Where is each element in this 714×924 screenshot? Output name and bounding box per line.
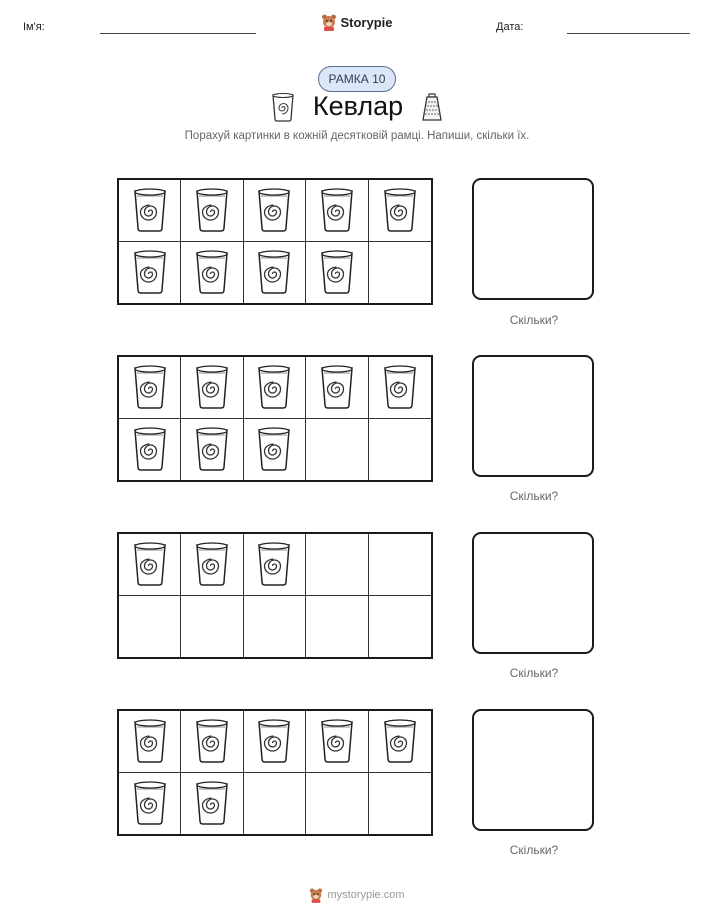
- frame-cell: [181, 534, 243, 596]
- kevlar-cup-icon: [195, 249, 229, 295]
- frame-cell: [119, 242, 181, 304]
- kevlar-cup-icon: [133, 249, 167, 295]
- frame-cell: [181, 357, 243, 419]
- frame-cell: [244, 180, 306, 242]
- ten-frame: [117, 709, 433, 836]
- kevlar-cup-icon: [383, 364, 417, 410]
- frame-cell: [306, 596, 368, 658]
- kevlar-cup-icon: [257, 426, 291, 472]
- ten-frame: [117, 355, 433, 482]
- brand-name: Storypie: [340, 14, 393, 30]
- instructions: Порахуй картинки в кожній десятковій рамці. Напиши, скільки їх.: [184, 130, 530, 142]
- kevlar-cup-icon: [195, 426, 229, 472]
- kevlar-cup-icon: [257, 364, 291, 410]
- frame-cell: [369, 596, 431, 658]
- frame-cell: [119, 419, 181, 481]
- answer-box[interactable]: [472, 355, 594, 477]
- kevlar-cup-icon: [257, 187, 291, 233]
- frame-cell: [306, 419, 368, 481]
- frame-cell: [181, 596, 243, 658]
- storypie-bear-icon: [321, 13, 337, 31]
- frame-cell: [244, 534, 306, 596]
- frame-cell: [181, 180, 243, 242]
- kevlar-cup-icon: [257, 249, 291, 295]
- brand-logo: [0, 13, 714, 31]
- frame-cell: [181, 773, 243, 835]
- frame-cell: [244, 773, 306, 835]
- kevlar-cup-icon: [257, 541, 291, 587]
- frame-cell: [244, 357, 306, 419]
- frame-cell: [244, 711, 306, 773]
- kevlar-cup-icon: [195, 780, 229, 826]
- frame-cell: [244, 242, 306, 304]
- frame-cell: [369, 419, 431, 481]
- answer-box[interactable]: [472, 709, 594, 831]
- kevlar-cup-icon: [133, 718, 167, 764]
- page-title: Кевлар: [312, 91, 404, 121]
- frame-cell: [244, 419, 306, 481]
- name-line[interactable]: [100, 33, 256, 34]
- frame-cell: [306, 242, 368, 304]
- kevlar-cup-icon: [133, 426, 167, 472]
- frame-cell: [369, 534, 431, 596]
- frame-cell: [369, 711, 431, 773]
- frame-cell: [119, 596, 181, 658]
- frame-cell: [119, 711, 181, 773]
- frame-badge: РАМКА 10: [318, 66, 397, 92]
- frame-cell: [369, 773, 431, 835]
- ten-frame: [117, 178, 433, 305]
- kevlar-cup-icon: [383, 718, 417, 764]
- kevlar-cup-icon: [383, 187, 417, 233]
- answer-label: Скільки?: [509, 313, 559, 327]
- kevlar-cup-icon: [133, 541, 167, 587]
- kevlar-cup-icon: [195, 364, 229, 410]
- date-line[interactable]: [567, 33, 690, 34]
- footer: [0, 887, 714, 903]
- date-label: Дата:: [496, 21, 524, 33]
- frame-cell: [369, 357, 431, 419]
- answer-box[interactable]: [472, 178, 594, 300]
- ten-frame: [117, 532, 433, 659]
- answer-label: Скільки?: [509, 843, 559, 857]
- frame-cell: [119, 180, 181, 242]
- name-label: Ім'я:: [23, 21, 45, 33]
- kevlar-cup-icon: [320, 364, 354, 410]
- frame-cell: [119, 534, 181, 596]
- kevlar-cup-icon: [195, 541, 229, 587]
- frame-cell: [181, 419, 243, 481]
- kevlar-cup-icon: [133, 364, 167, 410]
- frame-cell: [181, 242, 243, 304]
- frame-cell: [306, 534, 368, 596]
- kevlar-cup-icon: [320, 187, 354, 233]
- answer-box[interactable]: [472, 532, 594, 654]
- answer-label: Скільки?: [509, 489, 559, 503]
- frame-cell: [306, 711, 368, 773]
- frame-cell: [119, 773, 181, 835]
- kevlar-cup-icon: [195, 187, 229, 233]
- frame-cell: [119, 357, 181, 419]
- frame-cell: [306, 773, 368, 835]
- kevlar-cup-icon: [320, 249, 354, 295]
- kevlar-cup-icon: [271, 92, 295, 122]
- frame-cell: [369, 242, 431, 304]
- kevlar-cup-icon: [320, 718, 354, 764]
- storypie-bear-icon: [309, 887, 323, 903]
- frame-cell: [306, 357, 368, 419]
- kevlar-cup-icon: [133, 187, 167, 233]
- frame-cell: [306, 180, 368, 242]
- frame-cell: [181, 711, 243, 773]
- grater-icon: [421, 92, 443, 122]
- kevlar-cup-icon: [195, 718, 229, 764]
- kevlar-cup-icon: [133, 780, 167, 826]
- frame-cell: [244, 596, 306, 658]
- footer-url: mystorypie.com: [327, 889, 405, 901]
- frame-cell: [369, 180, 431, 242]
- kevlar-cup-icon: [257, 718, 291, 764]
- answer-label: Скільки?: [509, 666, 559, 680]
